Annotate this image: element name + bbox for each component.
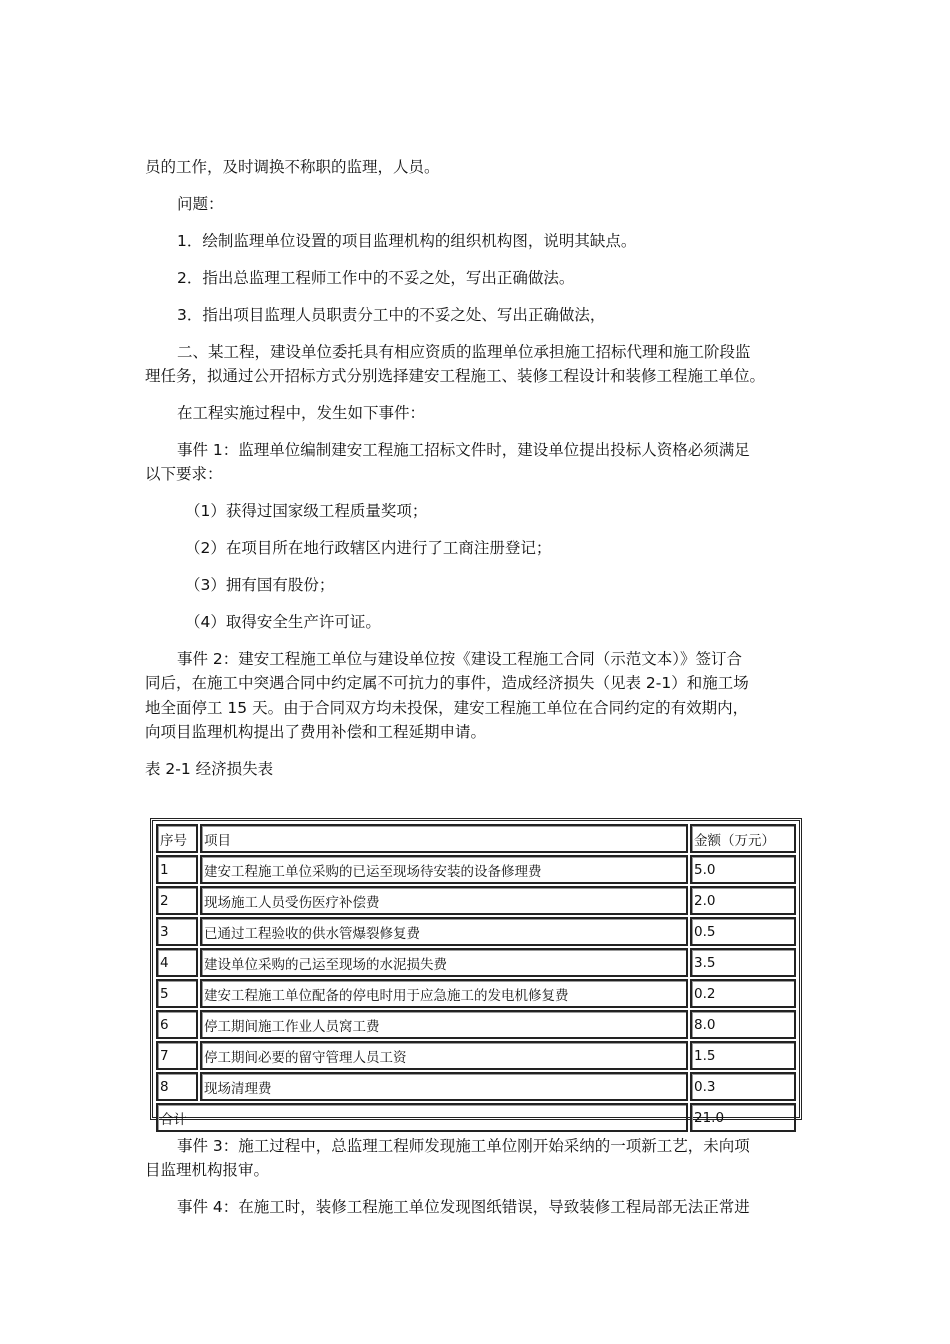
table-row: [156, 886, 796, 915]
requirement-item: （3）拥有国有股份；: [185, 576, 335, 594]
requirement-item: （2）在项目所在地行政辖区内进行了工商注册登记；: [185, 539, 552, 557]
table-cell: 停工期间施工作业人员窝工费: [200, 1010, 688, 1039]
loss-table: [150, 818, 802, 1128]
table-cell: 4: [156, 948, 198, 977]
table-cell: 2: [156, 886, 198, 915]
table-cell: 停工期间必要的留守管理人员工资: [200, 1041, 688, 1070]
table-row: [156, 855, 796, 884]
table-row: [156, 1041, 796, 1070]
header-cell: 金额（万元）: [690, 824, 796, 853]
question-item: 2．指出总监理工程师工作中的不妥之处，写出正确做法。: [177, 269, 575, 287]
total-value-cell: 21.0: [690, 1103, 796, 1132]
table-row: [156, 979, 796, 1008]
table-cell: 8.0: [690, 1010, 796, 1039]
table-cell: 现场施工人员受伤医疗补偿费: [200, 886, 688, 915]
question-heading: 问题：: [177, 195, 224, 213]
event-paragraph: 事件 3：施工过程中，总监理工程师发现施工单位刚开始采纳的一项新工艺，未向项: [177, 1137, 750, 1155]
event-paragraph: 同后，在施工中突遇合同中约定属不可抗力的事件，造成经济损失（见表 2-1）和施工场: [145, 674, 749, 692]
table-row: [156, 1010, 796, 1039]
table-cell: 1.5: [690, 1041, 796, 1070]
paragraph-line: 在工程实施过程中，发生如下事件：: [177, 404, 426, 422]
table-cell: 1: [156, 855, 198, 884]
table-cell: 5.0: [690, 855, 796, 884]
table-cell: 0.2: [690, 979, 796, 1008]
table-cell: 建设单位采购的己运至现场的水泥损失费: [200, 948, 688, 977]
event-paragraph: 事件 2：建安工程施工单位与建设单位按《建设工程施工合同（示范文本）》签订合: [177, 650, 743, 668]
table-header-row: [156, 824, 796, 853]
table-cell: 建安工程施工单位采购的已运至现场待安装的设备修理费: [200, 855, 688, 884]
requirement-item: （1）获得过国家级工程质量奖项；: [185, 502, 428, 520]
table-caption: 表 2-1 经济损失表: [145, 760, 274, 778]
table-cell: 0.5: [690, 917, 796, 946]
table-cell: 已通过工程验收的供水管爆裂修复费: [200, 917, 688, 946]
requirement-item: （4）取得安全生产许可证。: [185, 613, 381, 631]
table-cell: 6: [156, 1010, 198, 1039]
question-item: 3．指出项目监理人员职责分工中的不妥之处、写出正确做法，: [177, 306, 606, 324]
event-paragraph: 目监理机构报审。: [145, 1161, 270, 1179]
table-cell: 7: [156, 1041, 198, 1070]
table-cell: 3: [156, 917, 198, 946]
table-row: [156, 1072, 796, 1101]
paragraph-line: 员的工作，及时调换不称职的监理，人员。: [145, 158, 440, 176]
paragraph-line: 理任务，拟通过公开招标方式分别选择建安工程施工、装修工程设计和装修工程施工单位。: [145, 367, 766, 385]
table-total-row: [156, 1103, 796, 1132]
event-paragraph: 向项目监理机构提出了费用补偿和工程延期申请。: [145, 723, 487, 741]
table-cell: 建安工程施工单位配备的停电时用于应急施工的发电机修复费: [200, 979, 688, 1008]
total-label-cell: 合计: [156, 1103, 688, 1132]
table-cell: 0.3: [690, 1072, 796, 1101]
question-item: 1．绘制监理单位设置的项目监理机构的组织机构图，说明其缺点。: [177, 232, 637, 250]
table-cell: 2.0: [690, 886, 796, 915]
header-cell: 序号: [156, 824, 198, 853]
table-cell: 5: [156, 979, 198, 1008]
table-cell: 3.5: [690, 948, 796, 977]
table-cell: 8: [156, 1072, 198, 1101]
event-paragraph: 事件 1：监理单位编制建安工程施工招标文件时，建设单位提出投标人资格必须满足: [177, 441, 750, 459]
event-paragraph: 事件 4：在施工时，装修工程施工单位发现图纸错误，导致装修工程局部无法正常进: [177, 1198, 750, 1216]
table-row: [156, 917, 796, 946]
table-row: [156, 948, 796, 977]
paragraph-line: 二、某工程，建设单位委托具有相应资质的监理单位承担施工招标代理和施工阶段监: [177, 343, 751, 361]
event-paragraph: 地全面停工 15 天。由于合同双方均未投保，建安工程施工单位在合同约定的有效期内，: [145, 699, 749, 717]
header-cell: 项目: [200, 824, 688, 853]
event-paragraph: 以下要求：: [145, 465, 223, 483]
table-cell: 现场清理费: [200, 1072, 688, 1101]
